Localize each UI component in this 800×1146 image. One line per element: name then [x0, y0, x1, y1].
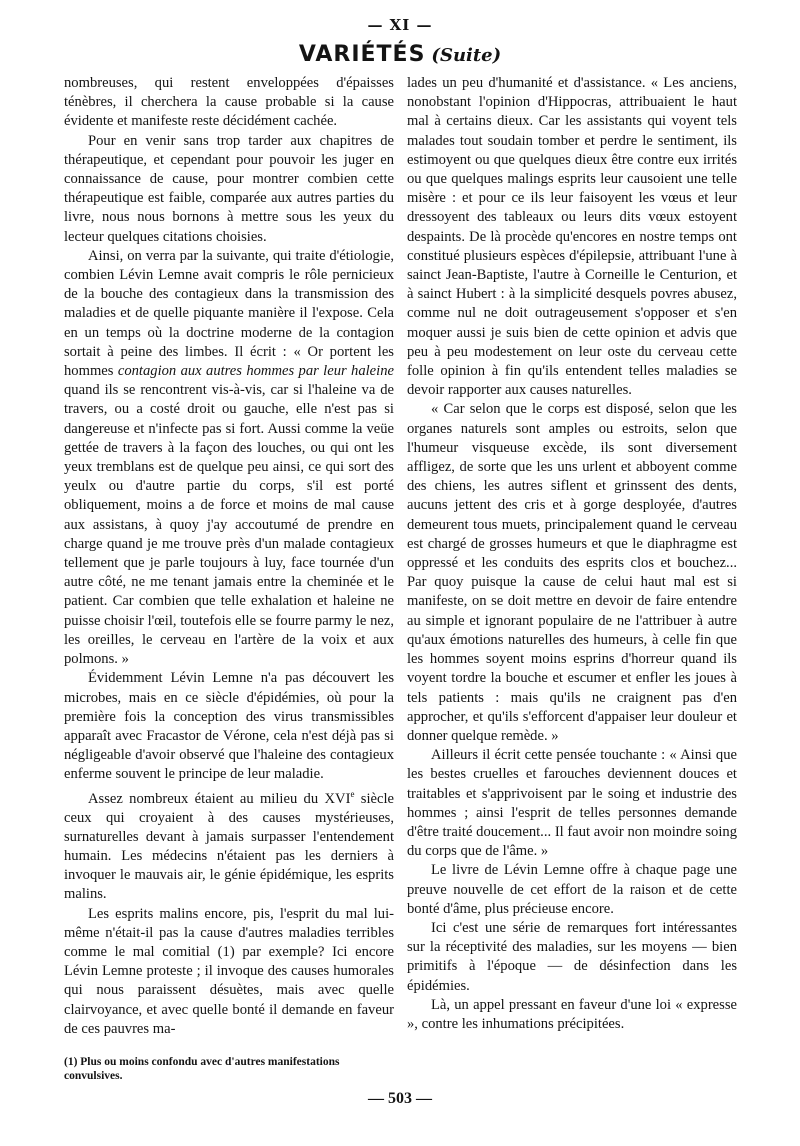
- title-text: VARIÉTÉS: [298, 42, 426, 67]
- right-column: [407, 74, 737, 1034]
- paragraph: Ailleurs il écrit cette pensée touchante : « Ainsi que les bestes cruelles et farouches deviennent douces et traitables et s'apprivoisent par le soing et industrie des hommes ; ainsi l'esprit de telles personnes demande d'être traité doucement... Il faut avoir non moindre soing du corps que de l'âme. »: [407, 747, 737, 860]
- page-title: [0, 42, 800, 67]
- paragraph: Pour en venir sans trop tarder aux chapitres de thérapeutique, et cependant pour pouvoir les juger en connaissance de cause, pour montrer combien cette thérapeutique est faible, comparée aux autres parties du livre, nous nous bornons à mettre sous les yeux du lecteur quelques citations choisies.: [64, 132, 394, 245]
- paragraph: [64, 247, 394, 669]
- paragraph-text: quand ils se rencontrent vis-à-vis, car si l'haleine va de travers, ou a costé droit ou gauche, elle n'est pas si dangereuse et n'infecte pas si fort. Aussi comme la veüe gettée de travers à la façon des louches, ou qui ont les yeux tremblans est de quelque peu ainsi, ce qui sort des yeulx ou d'autre partie du corps, s'il est porté obliquement, moins a de force et moins de mal cause aux assistans, à quoy j'ay accoutumé de prendre en charge quand je me trouve près d'un malade contagieux tellement que je parle toujours à luy, face tournée d'un autre côté, ne me tenant jamais entre la cheminée et le patient. Car combien que telle exhalation et haleine ne puisse choisir l'œil, toutefois elle se fourre parmy le nez, les oreilles, le cerveau en l'artère de la voix et aux polmons. »: [64, 382, 394, 668]
- paragraph-text: Ainsi, on verra par la suivante, qui traite d'étiologie, combien Lévin Lemne avait compris le rôle pernicieux de la bouche des contagieux dans la transmission des maladies et de quelle piquante manière il l'expose. Cela en un temps où la doctrine moderne de la contagion sortait à peine des limbes. Il écrit : « Or portent les hommes: [64, 247, 394, 380]
- footnote: (1) Plus ou moins confondu avec d'autres manifestations convulsives.: [64, 1056, 340, 1082]
- paragraph: Ici c'est une série de remarques fort intéressantes sur la réceptivité des maladies, sur les moyens — bien primitifs à l'époque — de désinfection dans les épidémies.: [407, 919, 737, 994]
- title-suffix: (Suite): [431, 45, 502, 66]
- paragraph: lades un peu d'humanité et d'assistance. « Les anciens, nonobstant l'opinion d'Hippocras, attribuaient le haut mal à certains dieux. Car les assistants qui voyent tels malades tout soudain tomber et perdre le sentiment, ils estimoyent ou que quelques dieux être contre eux irrités ou que quelques malings esprits leur causoient une telle misère : et pour ce ils leur faisoyent les vœus et leur dressoyent des tableaux ou leurs dits vœux estoyent despaints. De là procède qu'encores en nostre temps ont constitué plusieurs espèces d'épilepsie, attribuant l'une à sainct Jean-Baptiste, l'autre à Corneille le Centurion, et à sainct Hubert : à la simplicité desquels povres abusez, comme nul ne doit outrageusement s'opposer et s'en moquer aussi je suis bien de cette opinion et advis que peu à peu modestement on leur oste du cerveau cette folle opinion à fin qu'ils entendent telles maladies se devoir rapporter aux causes naturelles.: [407, 75, 737, 399]
- paragraph: Évidemment Lévin Lemne n'a pas découvert les microbes, mais en ce siècle d'épidémies, où pour la première fois la conception des virus transmissibles apparaît avec Fracastor de Vérone, cela n'est déjà pas si négligeable d'avoir observé que l'haleine des contagieux enferme souvent le principe de leur maladie.: [64, 670, 394, 783]
- century-numeral: XVI: [324, 790, 351, 807]
- paragraph-text: siècle ceux qui croyaient à des causes mystérieuses, surnaturelles devant à jamais surpasser l'entendement humain. Les médecins n'étaient pas les derniers à invoquer le mauvais air, le génie épidémique, les esprits malins.: [64, 790, 394, 903]
- section-roman-numeral: — XI —: [367, 16, 433, 34]
- paragraph: Le livre de Lévin Lemne offre à chaque page une preuve nouvelle de cet effort de la raison et de cette bonté d'âme, plus précieuse encore.: [407, 862, 737, 917]
- left-column: [64, 74, 394, 1039]
- paragraph: Là, un appel pressant en faveur d'une loi « expresse », contre les inhumations précipitées.: [407, 996, 737, 1032]
- paragraph: « Car selon que le corps est disposé, selon que les organes naturels sont amples ou estroits, selon que l'humeur visqueuse excède, ils sont diversement affligez, de sorte que les uns urlent et abboyent comme des chiens, les autres siflent et grinssent des dents, aucuns jettent des cris et à gorge desployée, d'autres demeurent tous muets, principalement quand le cerveau est chargé de grosses humeurs et que le diaphragme est oppressé et les conduits des esprits clos et bouchez... Par quoy puisque la cause de celui haut mal est si manifeste, on se doit mettre en devoir de faire entendre au simple et ignorant populaire de ne l'attribuer à autre qu'aux émotions naturelles des humeurs, à celle fin que les hommes soyent moins esprins d'horreur quand ils voyent tordre la bouche et escumer et enfler les joues à tels patients : mais qu'ils ne craignent pas d'en approcher, et qu'ils s'efforcent d'appaiser leur douleur et donner quelque remède. »: [407, 401, 737, 744]
- paragraph: [64, 785, 394, 905]
- paragraph-text: Assez nombreux étaient au milieu du: [88, 790, 319, 807]
- paragraph: Les esprits malins encore, pis, l'esprit du mal lui-même n'était-il pas la cause d'autres maladies terribles comme le mal comitial (1) par exemple? Ici encore Lévin Lemne proteste ; il invoque des causes humorales qui nous paraissent désuètes, mais avec quelle clairvoyance, et avec quelle bonté il demande en faveur de ces pauvres ma-: [64, 905, 394, 1037]
- paragraph: nombreuses, qui restent enveloppées d'épaisses ténèbres, il cherchera la cause probable si la cause évidente et manifeste reste décidément cachée.: [64, 75, 394, 130]
- quote-italic: contagion aux autres hommes par leur haleine: [117, 363, 394, 380]
- page-number: — 503 —: [368, 1090, 432, 1107]
- century-superscript: e: [350, 788, 355, 799]
